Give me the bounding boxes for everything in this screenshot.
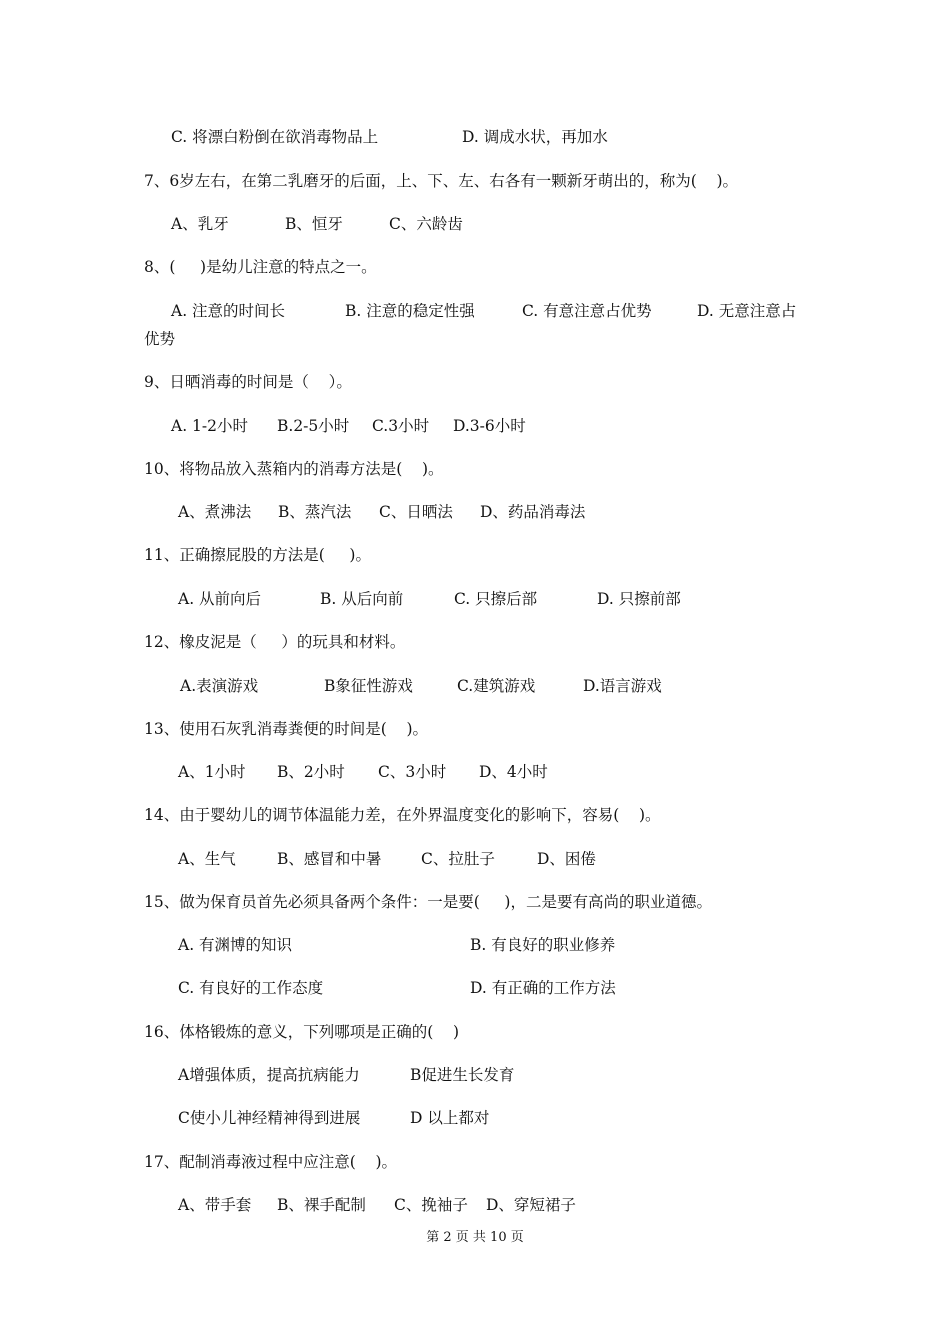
q17-option-b: B、裸手配制 [277,1196,366,1214]
q9-option-b: B.2-5小时 [277,417,350,435]
question-13-stem: 13、使用石灰乳消毒粪便的时间是( )。 [144,720,429,738]
q17-option-a: A、带手套 [178,1196,252,1214]
q14-option-a: A、生气 [178,850,236,868]
page-number-footer: 第 2 页 共 10 页 [426,1230,524,1245]
q12-option-b: B象征性游戏 [324,677,413,695]
q12-option-a: A.表演游戏 [180,677,259,695]
q8-option-c: C. 有意注意占优势 [522,302,652,320]
q10-option-d: D、药品消毒法 [480,503,586,521]
q13-option-d: D、4小时 [479,763,548,781]
q9-option-d: D.3-6小时 [453,417,526,435]
q13-option-b: B、2小时 [277,763,345,781]
q7-option-b: B、恒牙 [285,215,343,233]
question-16-stem: 16、体格锻炼的意义，下列哪项是正确的( ) [144,1023,460,1041]
q11-option-d: D. 只擦前部 [597,590,681,608]
q16-option-c: C使小儿神经精神得到进展 [178,1109,361,1127]
q10-option-b: B、蒸汽法 [278,503,352,521]
question-9-stem: 9、日晒消毒的时间是（ ）。 [144,373,352,391]
q14-option-c: C、拉肚子 [421,850,495,868]
q8-option-b: B. 注意的稳定性强 [345,302,475,320]
q15-option-b: B. 有良好的职业修养 [470,936,616,954]
q14-option-b: B、感冒和中暑 [277,850,382,868]
question-8-stem: 8、( )是幼儿注意的特点之一。 [144,258,377,276]
question-10-stem: 10、将物品放入蒸箱内的消毒方法是( )。 [144,460,444,478]
question-12-stem: 12、橡皮泥是（ ）的玩具和材料。 [144,633,406,651]
q16-option-d: D 以上都对 [410,1109,490,1127]
q16-option-b: B促进生长发育 [410,1066,515,1084]
q17-option-c: C、挽袖子 [394,1196,468,1214]
question-7-stem: 7、6岁左右，在第二乳磨牙的后面，上、下、左、右各有一颗新牙萌出的，称为( )。 [144,172,739,190]
q11-option-c: C. 只擦后部 [454,590,538,608]
q17-option-d: D、穿短裙子 [486,1196,576,1214]
q14-option-d: D、困倦 [537,850,596,868]
q15-option-a: A. 有渊博的知识 [178,936,293,954]
q9-option-a: A. 1-2小时 [171,417,249,435]
option-c-q6: C. 将漂白粉倒在欲消毒物品上 [171,128,379,146]
q15-option-c: C. 有良好的工作态度 [178,979,324,997]
q12-option-c: C.建筑游戏 [457,677,536,695]
q7-option-a: A、乳牙 [171,215,229,233]
q12-option-d: D.语言游戏 [583,677,662,695]
q13-option-c: C、3小时 [378,763,447,781]
q8-option-d: D. 无意注意占 [697,302,797,320]
question-14-stem: 14、由于婴幼儿的调节体温能力差，在外界温度变化的影响下，容易( )。 [144,806,661,824]
q8-option-a: A. 注意的时间长 [171,302,286,320]
q9-option-c: C.3小时 [372,417,430,435]
q16-option-a: A增强体质，提高抗病能力 [178,1066,360,1084]
option-d-q6: D. 调成水状，再加水 [462,128,608,146]
question-11-stem: 11、正确擦屁股的方法是( )。 [144,546,371,564]
q10-option-a: A、煮沸法 [178,503,252,521]
q10-option-c: C、日晒法 [379,503,453,521]
question-17-stem: 17、配制消毒液过程中应注意( )。 [144,1153,398,1171]
q8-option-d-continuation: 优势 [144,330,176,348]
q7-option-c: C、六龄齿 [389,215,463,233]
q15-option-d: D. 有正确的工作方法 [470,979,616,997]
question-15-stem: 15、做为保育员首先必须具备两个条件：一是要( )，二是要有高尚的职业道德。 [144,893,712,911]
q13-option-a: A、1小时 [178,763,246,781]
q11-option-a: A. 从前向后 [178,590,262,608]
q11-option-b: B. 从后向前 [320,590,404,608]
